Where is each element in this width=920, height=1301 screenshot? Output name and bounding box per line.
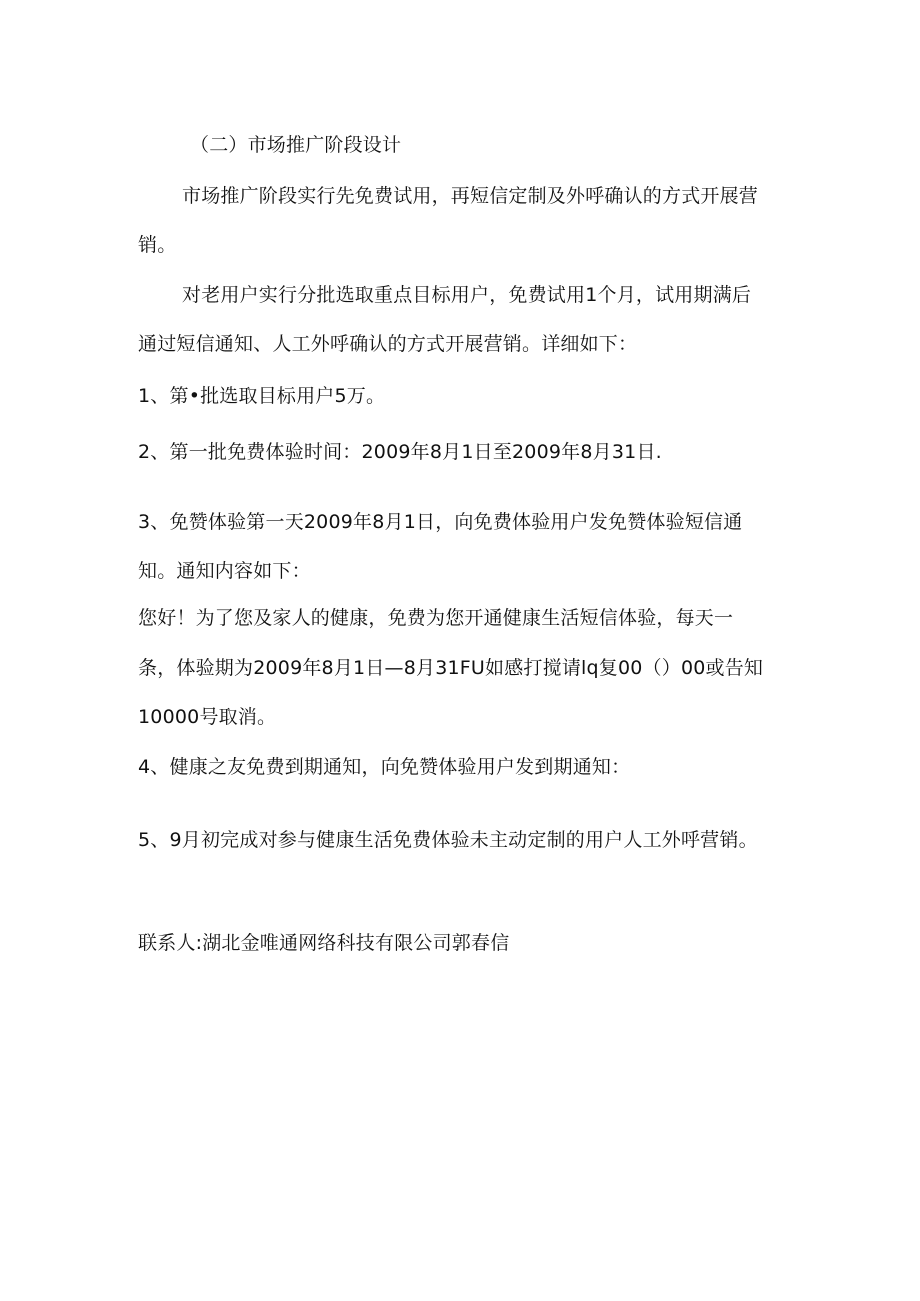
section-title: （二）市场推广阶段设计 [190, 134, 402, 156]
contact-line: 联系人:湖北金唯通网络科技有限公司郭春信 [138, 932, 510, 954]
sms-content-line-3: 10000号取消。 [138, 706, 277, 728]
list-item-3-line-2: 知。通知内容如下： [138, 560, 311, 582]
sms-content-line-2: 条，体验期为2009年8月1日—8月31FU如感打搅请lq复00（）00或告知 [138, 657, 764, 679]
sms-content-line-1: 您好！为了您及家人的健康，免费为您开通健康生活短信体验，每天一 [138, 607, 734, 629]
list-item-2: 2、第一批免费体验时间：2009年8月1日至2009年8月31日. [138, 441, 662, 463]
list-item-3-line-1: 3、免赞体验第一天2009年8月1日，向免费体验用户发免赞体验短信通 [138, 511, 743, 533]
list-item-4: 4、健康之友免费到期通知，向免赞体验用户发到期通知： [138, 756, 631, 778]
old-users-line-2: 通过短信通知、人工外呼确认的方式开展营销。详细如下： [138, 333, 638, 355]
intro-line-1: 市场推广阶段实行先免费试用，再短信定制及外呼确认的方式开展营 [182, 185, 759, 207]
intro-line-2: 销。 [138, 234, 177, 256]
list-item-1: 1、第•批选取目标用户5万。 [138, 385, 386, 407]
old-users-line-1: 对老用户实行分批选取重点目标用户，免费试用1个月，试用期满后 [182, 284, 752, 306]
list-item-5: 5、9月初完成对参与健康生活免费体验未主动定制的用户人工外呼营销。 [138, 829, 758, 851]
